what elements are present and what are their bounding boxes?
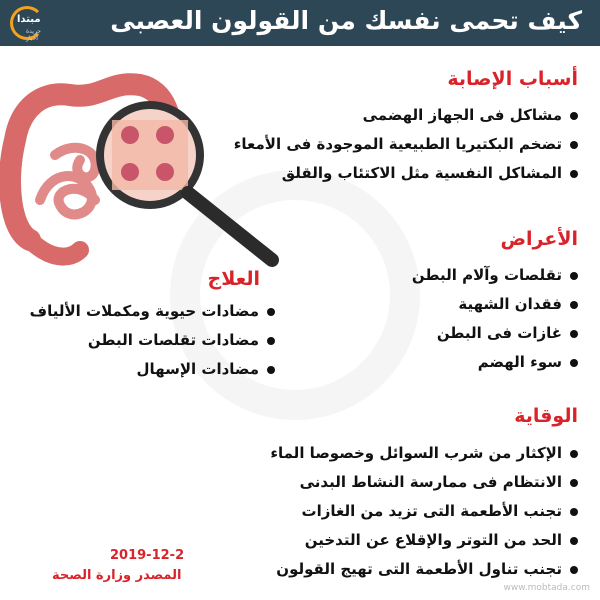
logo-subtext: جريدة أخبار <box>26 28 41 42</box>
list-item: تجنب الأطعمة التى تزيد من الغازات <box>270 500 578 529</box>
list-item: الانتظام فى ممارسة النشاط البدنى <box>270 471 578 500</box>
site-url: www.mobtada.com <box>503 583 590 593</box>
causes-title: أسباب الإصابة <box>447 68 578 90</box>
causes-list <box>234 104 578 191</box>
list-item: سوء الهضم <box>412 351 578 380</box>
list-item: غازات فى البطن <box>412 322 578 351</box>
source-label: المصدر وزارة الصحة <box>52 568 182 583</box>
treatment-list <box>30 300 275 387</box>
list-item: مضادات الإسهال <box>30 358 275 387</box>
list-item: الحد من التوتر والإقلاع عن التدخين <box>270 529 578 558</box>
list-item: مشاكل فى الجهاز الهضمى <box>234 104 578 133</box>
mobtada-logo <box>10 6 50 42</box>
header-bar <box>0 0 600 46</box>
date-label: 2019-12-2 <box>110 548 185 563</box>
symptoms-list <box>412 264 578 380</box>
page-title: كيف تحمى نفسك من القولون العصبى <box>110 6 582 35</box>
symptoms-title: الأعراض <box>500 228 578 250</box>
list-item: تجنب تناول الأطعمة التى تهيج القولون <box>270 558 578 587</box>
prevention-title: الوقاية <box>514 405 578 427</box>
list-item: تضخم البكتيريا الطبيعية الموجودة فى الأمعاء <box>234 133 578 162</box>
prevention-list <box>270 442 578 587</box>
treatment-title: العلاج <box>207 268 260 290</box>
list-item: مضادات حيوية ومكملات الألياف <box>30 300 275 329</box>
logo-text: مبتدا <box>17 14 41 25</box>
list-item: مضادات تقلصات البطن <box>30 329 275 358</box>
list-item: المشاكل النفسية مثل الاكتئاب والقلق <box>234 162 578 191</box>
list-item: فقدان الشهية <box>412 293 578 322</box>
list-item: الإكثار من شرب السوائل وخصوصا الماء <box>270 442 578 471</box>
list-item: تقلصات وآلام البطن <box>412 264 578 293</box>
